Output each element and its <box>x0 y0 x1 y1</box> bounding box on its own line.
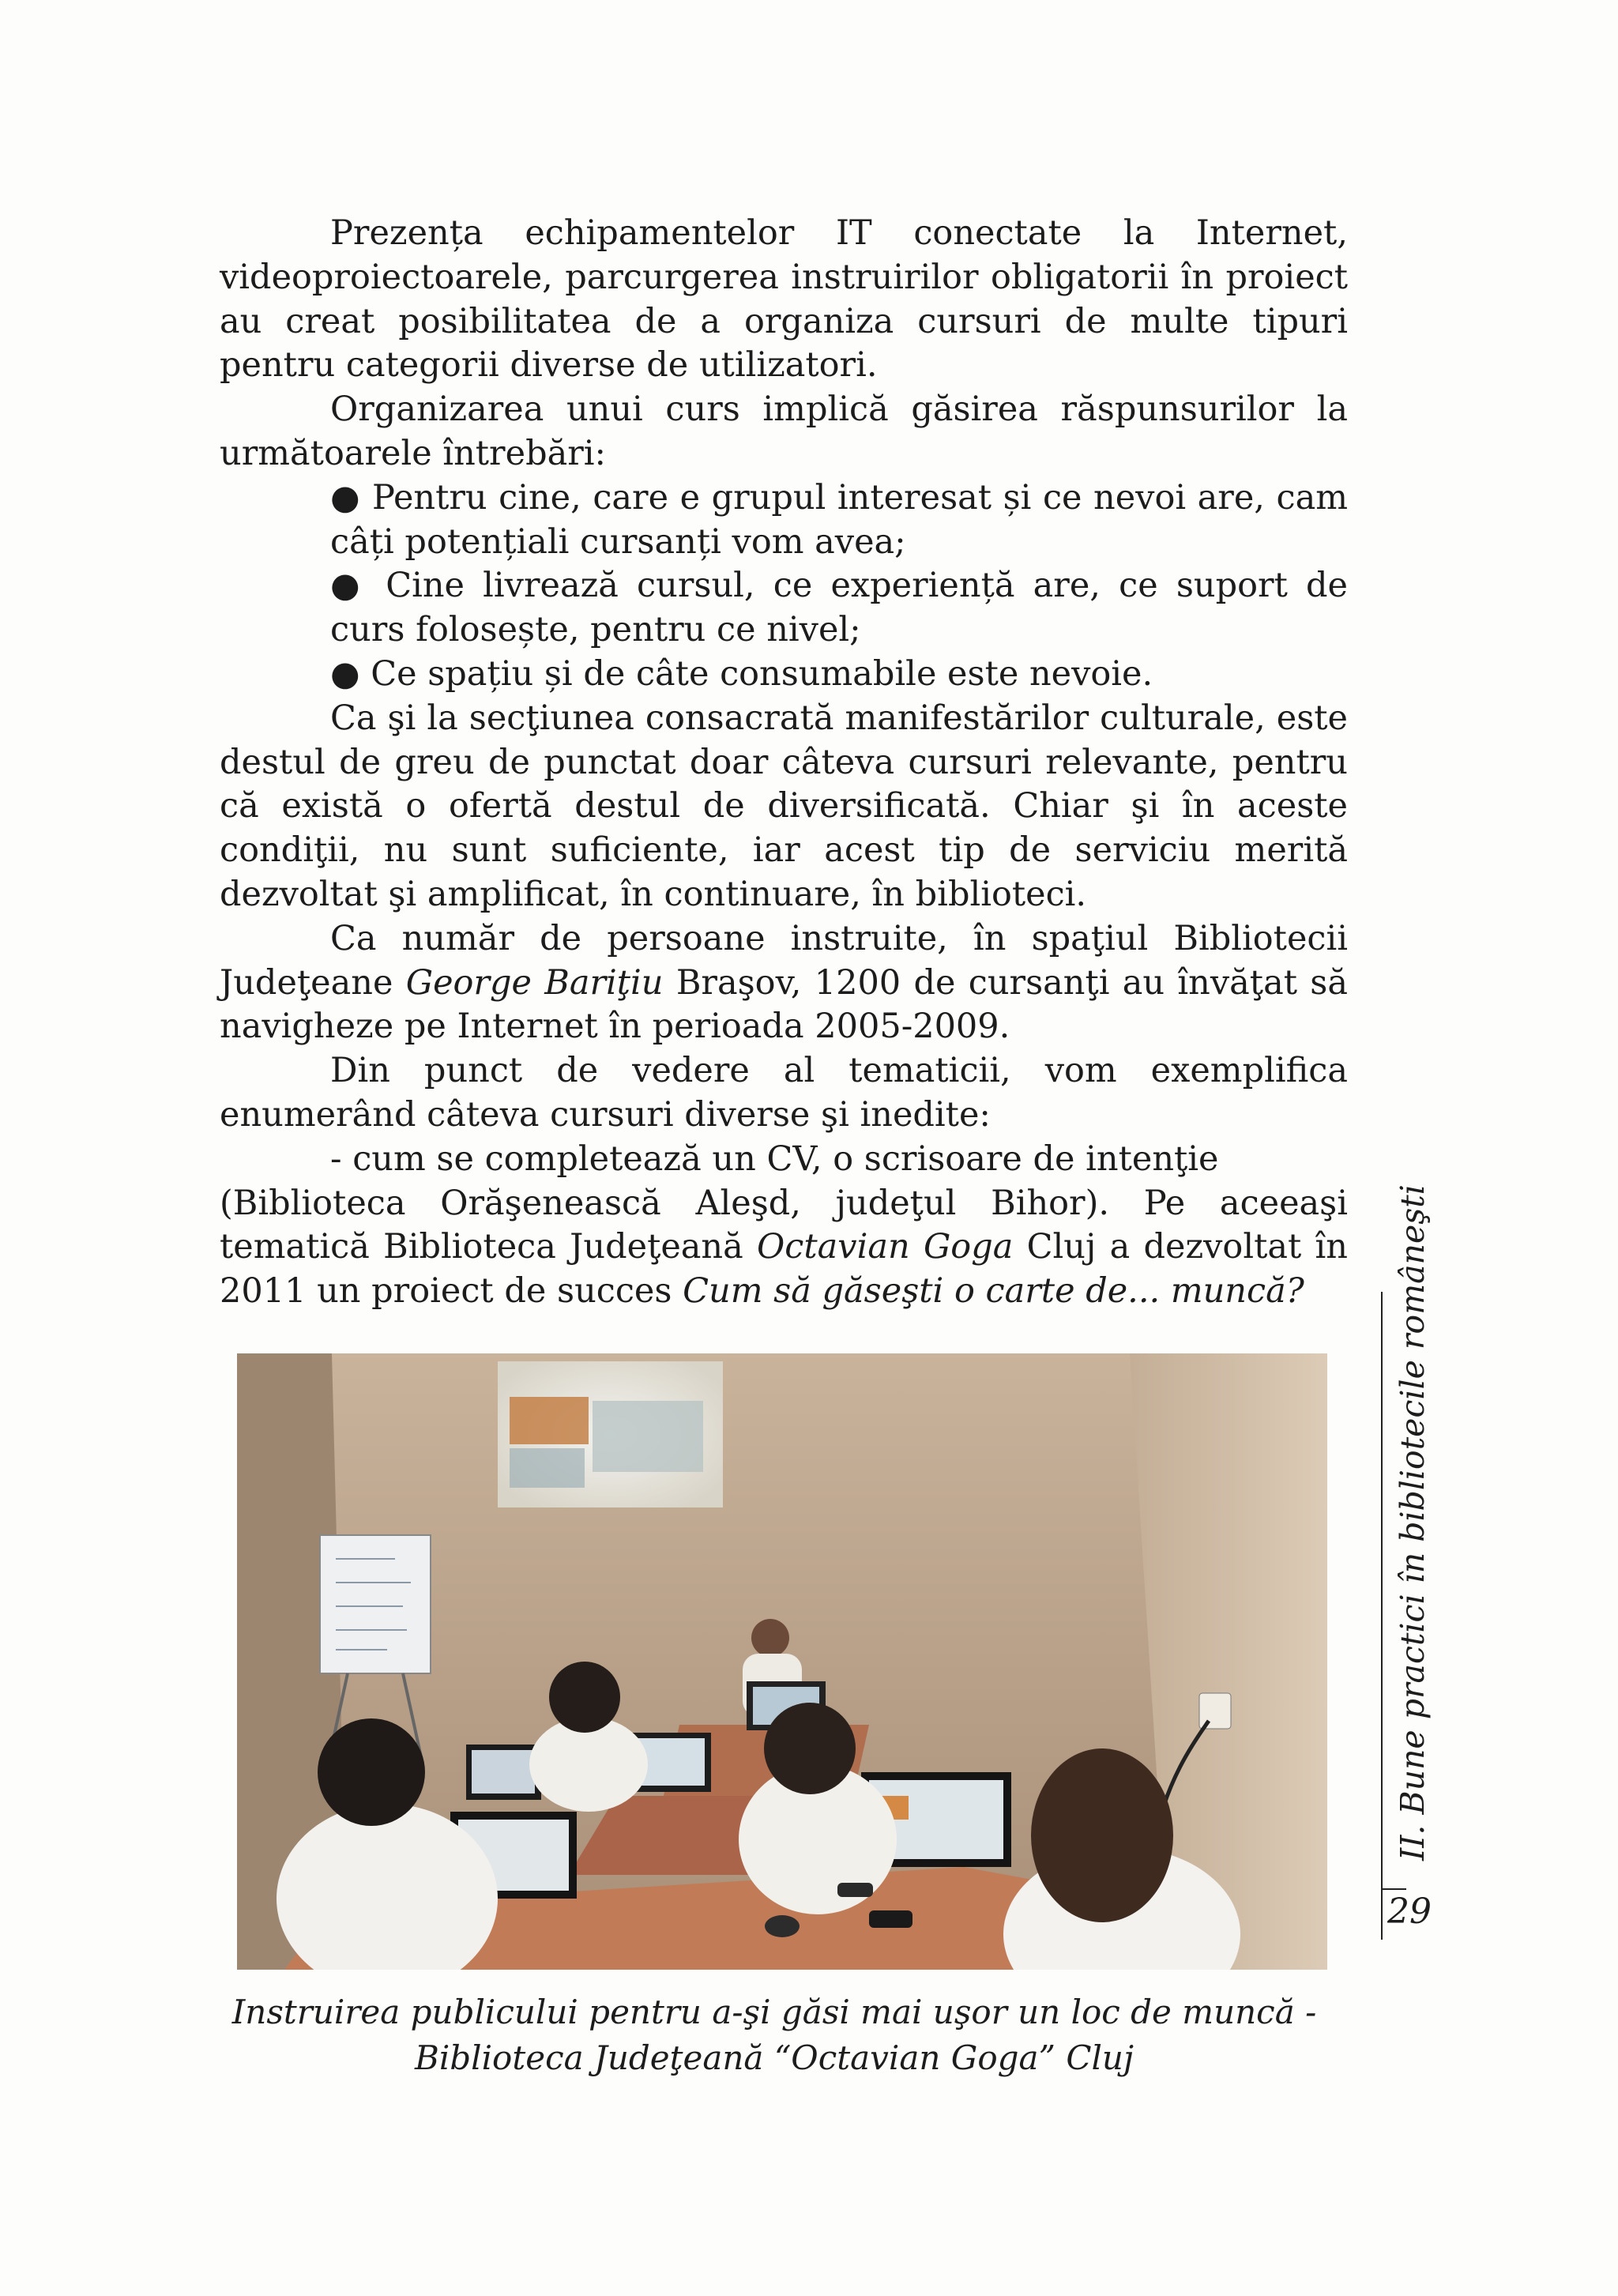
bullet-item: ● Ce spațiu și de câte consumabile este nevoie. <box>330 653 1153 694</box>
caption-line: Instruirea publicului pentru a-şi găsi mai uşor un loc de muncă - <box>231 1993 1317 2031</box>
text-run: (Biblioteca Orăşenească Aleşd, judeţul Bihor). Pe aceeaşi tematică Biblioteca Judeţeană <box>220 1183 1348 1267</box>
text-run: Braşov, 1200 de cursanţi au învăţat să navigheze pe Internet în perioada 2005-2009. <box>220 962 1349 1047</box>
library-name: Octavian Goga <box>757 1227 1014 1267</box>
paragraph-themes: Din punct de vedere al tematicii, vom exemplifica enumerând câteva cursuri diverse şi inedite: <box>220 1051 1348 1135</box>
running-head-title: II. Bune practici în bibliotecile româneşti <box>1394 1184 1432 1861</box>
bullet-item: ● Cine livrează cursul, ce experiență are, ce suport de curs folosește, pentru ce nivel; <box>330 566 1348 650</box>
classroom-photo <box>237 1353 1327 1970</box>
page-number: 29 <box>1387 1891 1432 1932</box>
page-number-rule <box>1383 1888 1406 1890</box>
caption-line: Biblioteca Judeţeană “Octavian Goga” Cluj <box>415 2038 1134 2077</box>
paragraph-intro: Prezența echipamentelor IT conectate la Internet, videoproiectoarele, parcurgerea instruirilor obligatorii în proiect au creat posibilitatea de a organiza cursuri de multe tipuri pentru categorii diverse de utilizatori. <box>220 213 1348 386</box>
text-run: Ca număr de persoane instruite, în spaţiul Bibliotecii Judeţeane <box>220 918 1348 1003</box>
project-title: Cum să găseşti o carte de... muncă? <box>683 1271 1304 1312</box>
paragraph-brasov <box>220 917 1348 1049</box>
margin-rule <box>1381 1292 1383 1940</box>
photo-caption <box>182 1989 1367 2081</box>
library-name: George Bariţiu <box>405 962 664 1003</box>
paragraph-cluj <box>220 1182 1348 1314</box>
bullet-item: ● Pentru cine, care e grupul interesat și ce nevoi are, cam câți potențiali cursanți vom avea; <box>330 477 1348 562</box>
body-text <box>220 212 1348 1314</box>
list-item: - cum se completează un CV, o scrisoare de intenţie <box>330 1139 1219 1179</box>
paragraph-sections: Ca şi la secţiunea consacrată manifestărilor culturale, este destul de greu de punctat doar câteva cursuri relevante, pentru că există o ofertă destul de diversificată. Chiar şi în aceste condiţii, nu sunt suficiente, iar acest tip de serviciu merită dezvoltat şi amplificat, în continuare, în biblioteci. <box>220 698 1348 914</box>
paragraph-questions: Organizarea unui curs implică găsirea răspunsurilor la următoarele întrebări: <box>220 390 1348 473</box>
text-run: Cluj a dezvoltat în 2011 un proiect de succes <box>220 1227 1348 1312</box>
